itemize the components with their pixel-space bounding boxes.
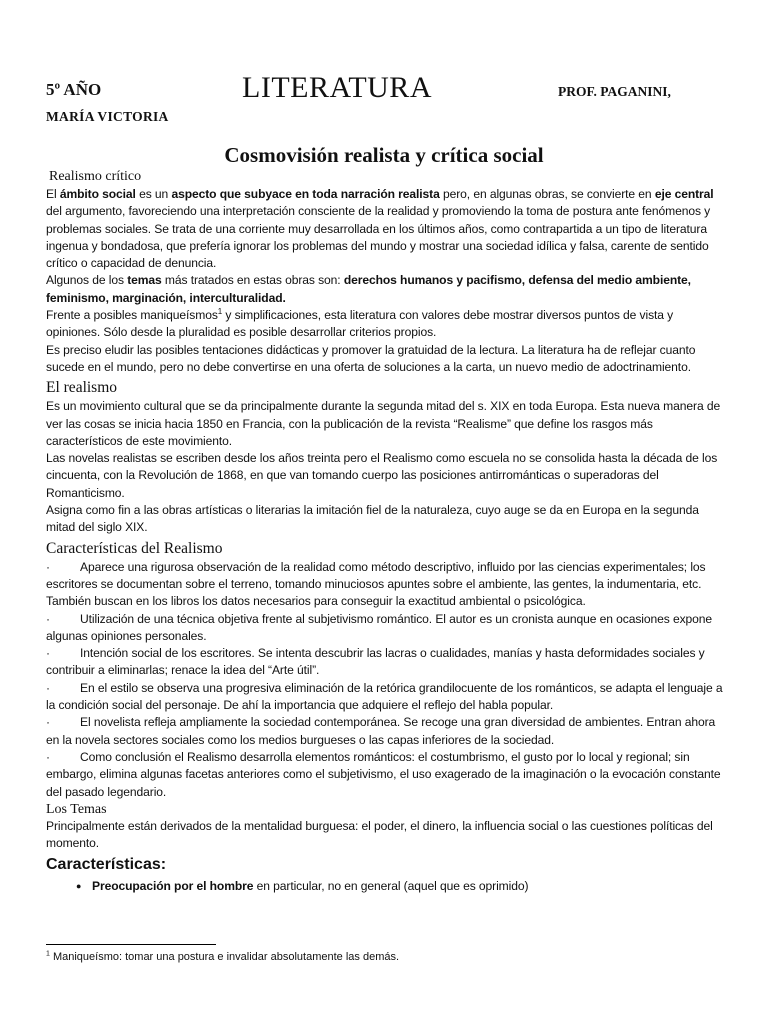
list-marker: · [46,715,50,730]
bold-text: derechos humanos y pacifismo, defensa del medio ambiente, feminismo, marginación, interculturalidad. [46,273,691,305]
list-item: · El novelista refleja ampliamente la sociedad contemporánea. Se recoge una gran diversidad de ambientes. Entran ahora en la novela sectores sociales como los medios burgueses o las capas inferiores de la sociedad. [46,715,716,747]
bold-text: temas [127,273,162,288]
grade-label: 5º AÑO [46,80,102,99]
paragraph: Frente a posibles maniqueísmos$^1$ y simplificaciones, esta literatura con valores debe mostrar diversos puntos de vista y opiniones. Sólo desde la pluralidad es posible desarrollar criterios propios. [46,307,674,340]
paragraph: Principalmente están derivados de la mentalidad burguesa: el poder, el dinero, la influencia social o las cuestiones políticas del momento. [46,818,713,851]
section-heading-los-temas: Los Temas [46,801,107,817]
bold-text: eje central [654,187,714,201]
bold-text: aspecto que subyace en toda narración realista [171,187,440,201]
list-marker: · [46,646,50,661]
footnote-reference[interactable]: 1 [217,307,223,317]
bullet-icon: ● [76,881,82,892]
subject-title: LITERATURA [242,71,432,104]
paragraph: Es un movimiento cultural que se da principalmente durante la segunda mitad del s. XIX en toda Europa. Esta nueva manera de ver las cosas se inicia hacia 1850 en Francia, con la publicación de la revista “Realisme” que define los rasgos más característicos de este movimiento. [46,399,721,448]
teacher-name: MARÍA VICTORIA [46,109,169,124]
paragraph: Las novelas realistas se escriben desde los años treinta pero el Realismo como escuela no se consolida hasta la década de los cincuenta, con la Revolución de 1868, en que van tomando cuerpo las posiciones antirrománticas o superadoras del Romanticismo. [46,451,718,500]
list-marker: · [46,680,50,695]
list-item: · Intención social de los escritores. Se intenta descubrir las lacras o cualidades, manías y hasta deformidades sociales y contribuir a eliminarlas; renace la idea del “Arte útil”. [46,646,705,678]
list-item: · Como conclusión el Realismo desarrolla elementos románticos: el costumbrismo, el gusto por lo local y regional; sin embargo, elimina algunas facetas anteriores como el subjetivismo, el uso exagerado de la imaginación o la evocación constante del pasado legendario. [46,749,721,799]
section-heading-el-realismo: El realismo [46,379,118,397]
list-item: · En el estilo se observa una progresiva eliminación de la retórica grandilocuente de los románticos, se adapta el lenguaje a la condición social del personaje. De ahí la importancia que adquiere el reflejo del habla popular. [46,680,723,713]
document-title: Cosmovisión realista y crítica social [224,143,544,167]
bold-text: ámbito social [59,187,136,201]
document-body [46,168,724,896]
list-item: · Aparece una rigurosa observación de la realidad como método descriptivo, influido por las ciencias experimentales; los escritores se documentan sobre el terreno, tomando minuciosos apuntes sobre el ambiente, las gentes, la indumentaria, etc. También buscan en los libros los datos necesarios para conseguir la exactitud ambiental o psicológica. [46,559,706,609]
list-marker: · [46,559,50,574]
footnote-separator [46,944,216,945]
list-marker: · [46,749,50,764]
paragraph: Asigna como fin a las obras artísticas o literarias la imitación fiel de la naturaleza, cuyo auge se da en Europa en la segunda mitad del siglo XIX. [46,503,699,535]
footnote-number: 1 [46,950,50,958]
bold-text: Preocupación por el hombre [92,879,254,894]
footnote [46,950,399,964]
paragraph: Algunos de los temas más tratados en estas obras son: derechos humanos y pacifismo, defensa del medio ambiente, feminismo, marginación, interculturalidad. [46,273,691,305]
footnote-text: Maniqueísmo: tomar una postura e invalidar absolutamente las demás. [49,951,400,963]
paragraph: Es preciso eludir las posibles tentaciones didácticas y promover la gratuidad de la lectura. La literatura ha de reflejar cuanto sucede en el mundo, pero no debe convertirse en una oferta de soluciones a la carta, un nuevo medio de adoctrinamiento. [46,342,696,374]
paragraph: El ámbito social es un aspecto que subyace en toda narración realista pero, en algunas obras, se convierte en eje central del argumento, favoreciendo una interpretación consciente de la realidad y promoviendo la toma de postura ante fenómenos y problemas sociales. Se trata de una corriente muy desarrollada en los últimos años, como contrapartida a un tipo de literatura ingenua y bondadosa, que prefería ignorar los problemas del mundo y mostrar una sociedad idílica y falsa, carente de sentido crítico o capacidad de denuncia. [46,187,714,271]
section-heading-caracteristicas: Características: [46,856,167,874]
section-heading-realismo-critico: Realismo crítico [49,169,142,184]
list-item: · Utilización de una técnica objetiva frente al subjetivismo romántico. El autor es un cronista aunque en ocasiones expone algunas opiniones personales. [46,611,713,643]
list-marker: · [46,611,50,626]
section-heading-caracteristicas-realismo: Características del Realismo [46,539,223,557]
teacher-label: PROF. PAGANINI, [558,84,671,99]
list-item: ● Preocupación por el hombre en particular, no en general (aquel que es oprimido) [46,878,724,895]
